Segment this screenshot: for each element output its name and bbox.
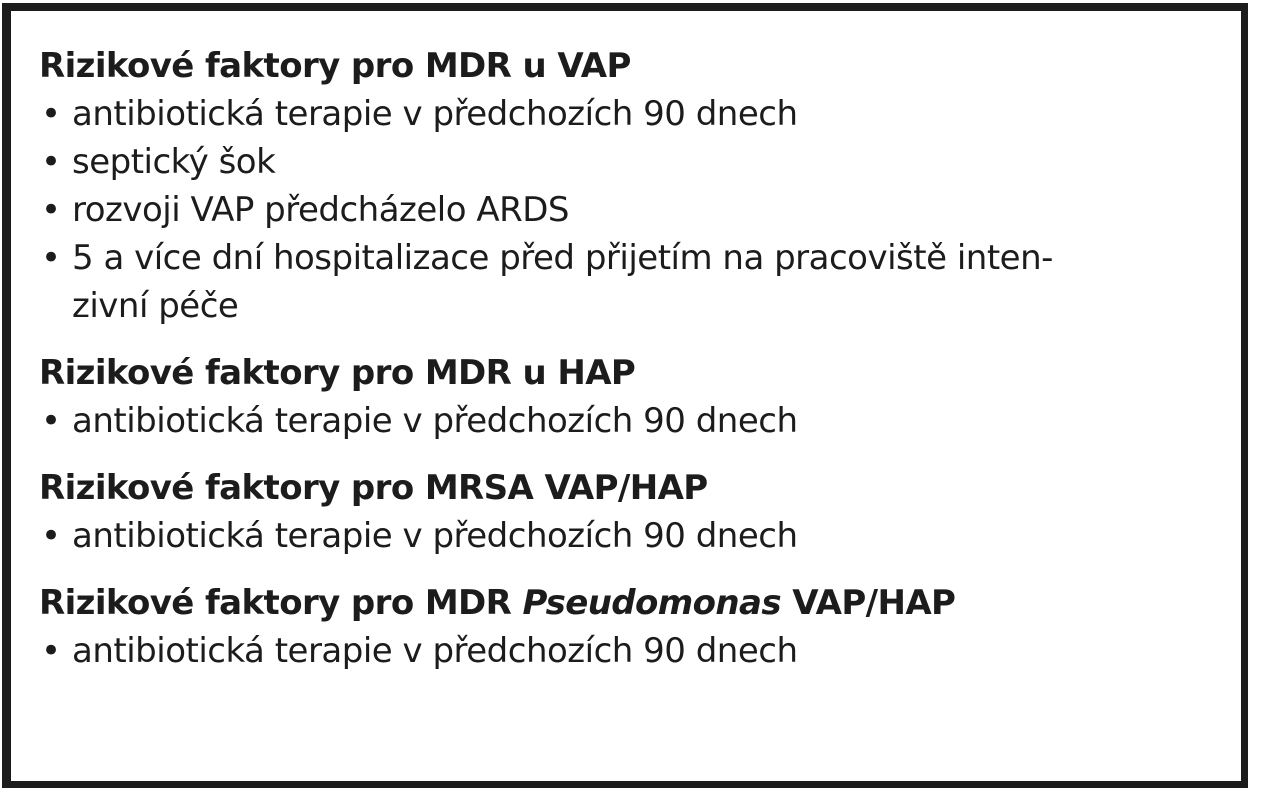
list-item xyxy=(39,397,1229,445)
section-heading xyxy=(39,579,1229,627)
list-item-text: rozvoji VAP předcházelo ARDS xyxy=(72,190,570,230)
section-heading: Rizikové faktory pro MRSA VAP/HAP xyxy=(39,468,708,508)
bullet-icon: • xyxy=(41,94,61,134)
list-item xyxy=(39,627,1229,675)
list-item-text-continuation: zivní péče xyxy=(72,286,239,326)
list-item xyxy=(39,234,1229,330)
list-item xyxy=(39,138,1229,186)
list-item-text: septický šok xyxy=(72,142,276,182)
bullet-list xyxy=(39,627,1229,675)
heading-text-pre: Rizikové faktory pro MDR xyxy=(39,583,523,623)
list-item-text: antibiotická terapie v předchozích 90 dnech xyxy=(72,401,798,441)
bullet-list xyxy=(39,90,1229,330)
bullet-icon: • xyxy=(41,190,61,230)
bullet-icon: • xyxy=(41,631,61,671)
list-item-text: 5 a více dní hospitalizace před přijetím na pracoviště inten- xyxy=(72,238,1053,278)
bullet-list xyxy=(39,397,1229,445)
bullet-icon: • xyxy=(41,142,61,182)
section-mrsa-vap-hap xyxy=(39,464,1229,560)
bullet-icon: • xyxy=(41,401,61,441)
list-item-text: antibiotická terapie v předchozích 90 dnech xyxy=(72,94,798,134)
list-item-text: antibiotická terapie v předchozích 90 dnech xyxy=(72,631,798,671)
list-item xyxy=(39,512,1229,560)
heading-text-post: VAP/HAP xyxy=(780,583,956,623)
section-mdr-pseudomonas xyxy=(39,579,1229,675)
bullet-icon: • xyxy=(41,516,61,556)
heading-text-pathogen: Pseudomonas xyxy=(522,583,781,623)
risk-factors-box xyxy=(2,3,1248,788)
section-mdr-vap xyxy=(39,42,1229,330)
bullet-icon: • xyxy=(41,238,61,278)
section-heading: Rizikové faktory pro MDR u HAP xyxy=(39,353,636,393)
bullet-list xyxy=(39,512,1229,560)
list-item xyxy=(39,186,1229,234)
list-item-text: antibiotická terapie v předchozích 90 dnech xyxy=(72,516,798,556)
section-mdr-hap xyxy=(39,349,1229,445)
risk-factors-content xyxy=(39,42,1229,675)
section-heading: Rizikové faktory pro MDR u VAP xyxy=(39,46,631,86)
list-item xyxy=(39,90,1229,138)
